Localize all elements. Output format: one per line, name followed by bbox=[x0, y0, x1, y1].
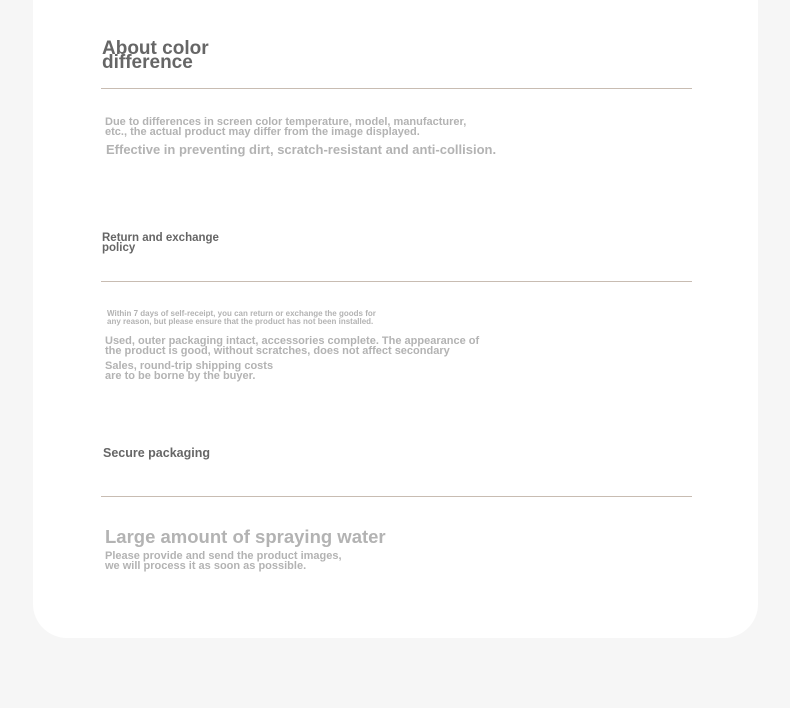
shipping-cost-note: Sales, round-trip shipping costs are to be borne by the buyer. bbox=[105, 360, 274, 382]
return-condition-note: Used, outer packaging intact, accessories complete. The appearance of the product is good, without scratches, does not affect secondary bbox=[105, 335, 480, 357]
section-divider bbox=[101, 496, 692, 497]
packaging-feature: Large amount of spraying water bbox=[105, 526, 386, 547]
section-divider bbox=[101, 281, 692, 282]
return-window-note: Within 7 days of self-receipt, you can return or exchange the goods for any reason, but please ensure that the product has not been installed. bbox=[107, 309, 376, 326]
contact-note: Please provide and send the product images, we will process it as soon as possible. bbox=[105, 550, 342, 572]
color-difference-note: Due to differences in screen color temperature, model, manufacturer, etc., the actual product may differ from the image displayed. bbox=[105, 116, 467, 138]
section-heading-return-policy: Return and exchange policy bbox=[102, 232, 219, 254]
section-heading-secure-packaging: Secure packaging bbox=[103, 446, 210, 460]
section-heading-color-difference: About color difference bbox=[102, 38, 209, 73]
protection-note: Effective in preventing dirt, scratch-resistant and anti-collision. bbox=[106, 142, 497, 157]
section-divider bbox=[101, 88, 692, 89]
